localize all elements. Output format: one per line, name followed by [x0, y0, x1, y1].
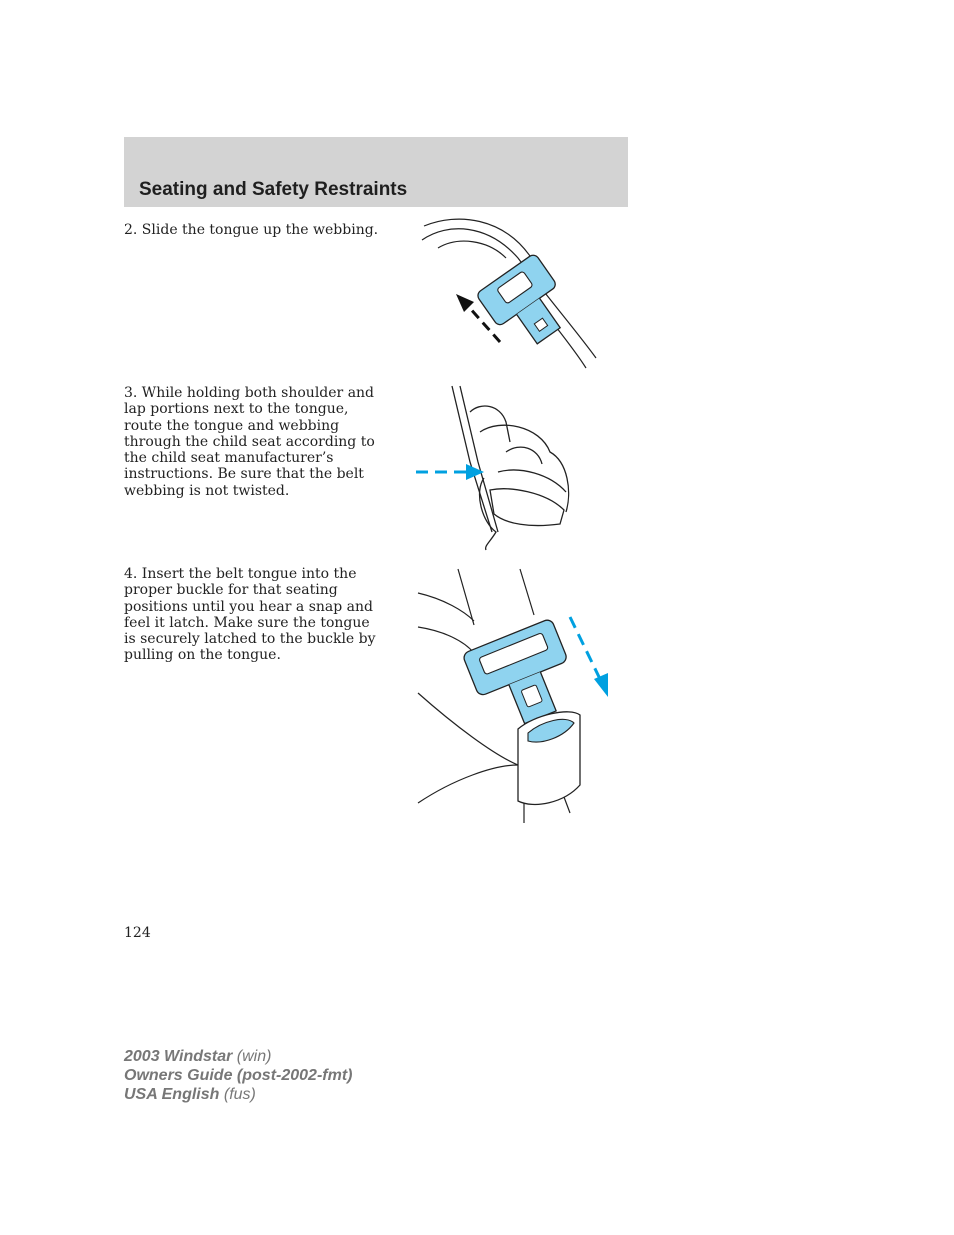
section-title: Seating and Safety Restraints — [139, 179, 408, 200]
step-4-text: 4. Insert the belt tongue into the proper buckle for that seating positions until you hear a snap and feel it latch. Make sure the tongue is securely latched to the buckle by pulling on the tongue. — [124, 566, 376, 664]
tongue-slide-illustration — [418, 218, 608, 370]
footer-line-language — [124, 1085, 352, 1104]
footer-guide: Owners Guide (post-2002-fmt) — [124, 1067, 353, 1084]
footer-language: USA English — [124, 1086, 220, 1103]
child-seat-routing-illustration — [410, 382, 590, 554]
step-2-text: 2. Slide the tongue up the webbing. — [124, 222, 379, 238]
footer-model: 2003 Windstar — [124, 1048, 233, 1065]
page-number: 124 — [124, 925, 151, 941]
buckle-latch-illustration — [414, 565, 614, 825]
step-3-text: 3. While holding both shoulder and lap portions next to the tongue, route the tongue and webbing through the child seat according to the child seat manufacturer’s instructions. Be sure that the belt webbing is not twisted. — [124, 385, 375, 499]
footer-model-code: (win) — [236, 1048, 272, 1065]
footer-language-code: (fus) — [223, 1086, 256, 1103]
footer-line-guide — [124, 1066, 352, 1085]
document-footer — [124, 1047, 352, 1104]
footer-line-model — [124, 1047, 352, 1066]
section-header-band — [124, 137, 628, 207]
